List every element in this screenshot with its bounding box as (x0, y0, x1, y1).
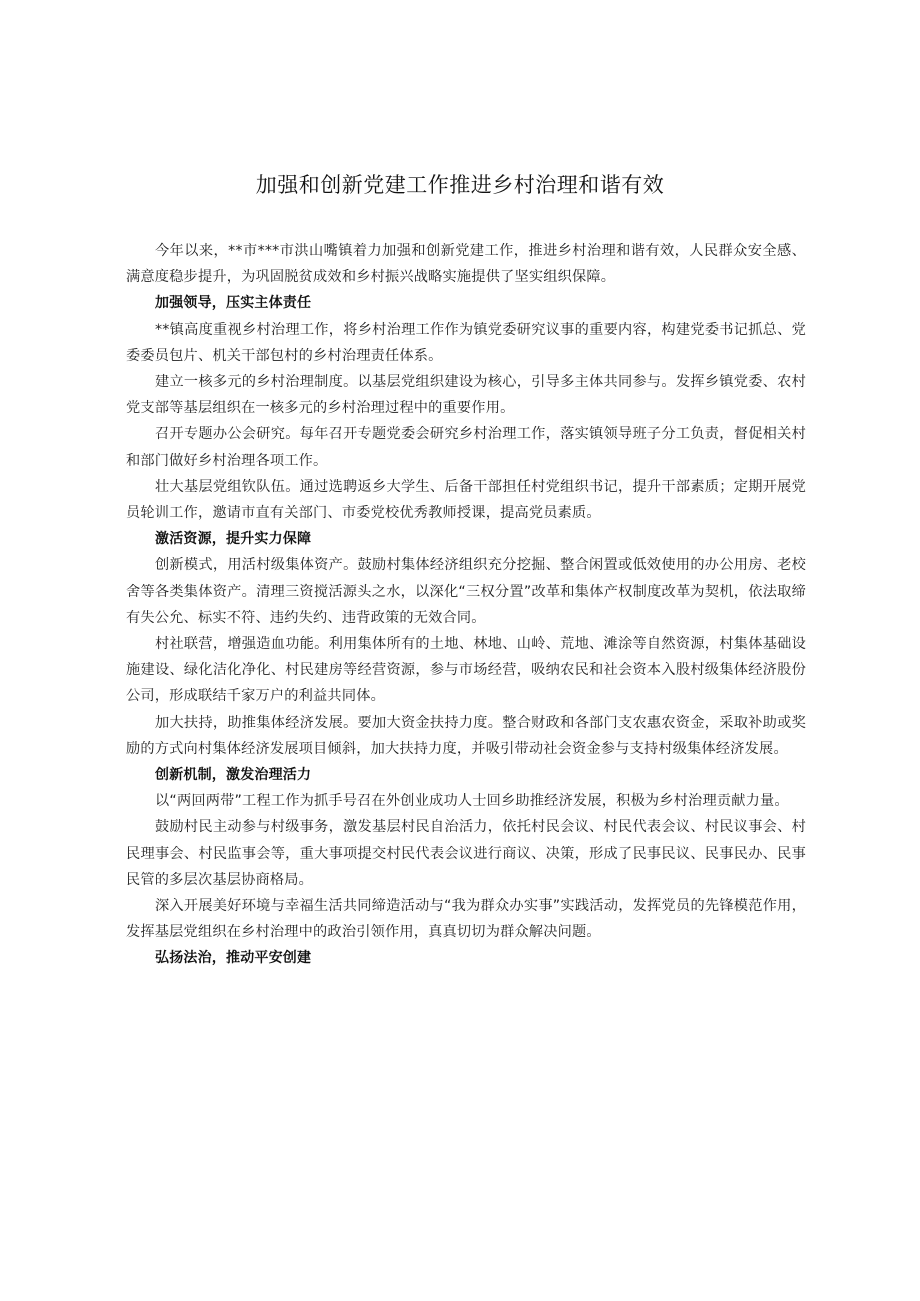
paragraph: 创新模式，用活村级集体资产。鼓励村集体经济组织充分挖掘、整合闲置或低效使用的办公用房、老校舍等各类集体资产。清理三资搅活源头之水，以深化“三权分置”改革和集体产权制度改革为契机，依法取缔有失公允、标实不符、违约失约、违背政策的无效合同。 (126, 557, 806, 626)
section-heading: 创新机制，激发治理活力 (155, 767, 312, 784)
paragraph: 今年以来，**市***市洪山嘴镇着力加强和创新党建工作，推进乡村治理和谐有效，人民群众安全感、满意度稳步提升，为巩固脱贫成效和乡村振兴战略实施提供了坚实组织保障。 (126, 243, 806, 286)
paragraph: 村社联营，增强造血功能。利用集体所有的土地、林地、山岭、荒地、滩涂等自然资源，村集体基础设施建设、绿化洁化净化、村民建房等经营资源，参与市场经营，吸纳农民和社会资本入股村级集体经济股份公司，形成联结千家万户的利益共同体。 (126, 636, 806, 705)
paragraph: 召开专题办公会研究。每年召开专题党委会研究乡村治理工作，落实镇领导班子分工负责，督促相关村和部门做好乡村治理各项工作。 (126, 426, 806, 469)
paragraph: 深入开展美好环境与幸福生活共同缔造活动与“我为群众办实事”实践活动，发挥党员的先锋模范作用，发挥基层党组织在乡村治理中的政治引领作用，真真切切为群众解决问题。 (126, 898, 806, 941)
document-body (126, 238, 806, 972)
paragraph: 加大扶持，助推集体经济发展。要加大资金扶持力度。整合财政和各部门支农惠农资金，采取补助或奖励的方式向村集体经济发展项目倾斜，加大扶持力度，并吸引带动社会资金参与支持村级集体经济发展。 (126, 714, 806, 757)
section-heading: 弘扬法治，推动平安创建 (155, 950, 312, 967)
section-heading: 加强领导，压实主体责任 (155, 295, 312, 312)
paragraph: 以“两回两带”工程工作为抓手号召在外创业成功人士回乡助推经济发展，积极为乡村治理贡献力量。 (155, 793, 789, 810)
paragraph: **镇高度重视乡村治理工作，将乡村治理工作作为镇党委研究议事的重要内容，构建党委书记抓总、党委委员包片、机关干部包村的乡村治理责任体系。 (126, 321, 806, 364)
paragraph: 建立一核多元的乡村治理制度。以基层党组织建设为核心，引导多主体共同参与。发挥乡镇党委、农村党支部等基层组织在一核多元的乡村治理过程中的重要作用。 (126, 374, 806, 417)
page-title: 加强和创新党建工作推进乡村治理和谐有效 (255, 173, 665, 197)
section-heading: 激活资源，提升实力保障 (155, 531, 312, 548)
paragraph: 鼓励村民主动参与村级事务，激发基层村民自治活力，依托村民会议、村民代表会议、村民议事会、村民理事会、村民监事会等，重大事项提交村民代表会议进行商议、决策，形成了民事民议、民事民办、民事民管的多层次基层协商格局。 (126, 819, 806, 888)
paragraph: 壮大基层党组钦队伍。通过选聘返乡大学生、后备干部担任村党组织书记，提升干部素质；定期开展党员轮训工作，邀请市直有关部门、市委党校优秀教师授课，提高党员素质。 (126, 478, 806, 522)
